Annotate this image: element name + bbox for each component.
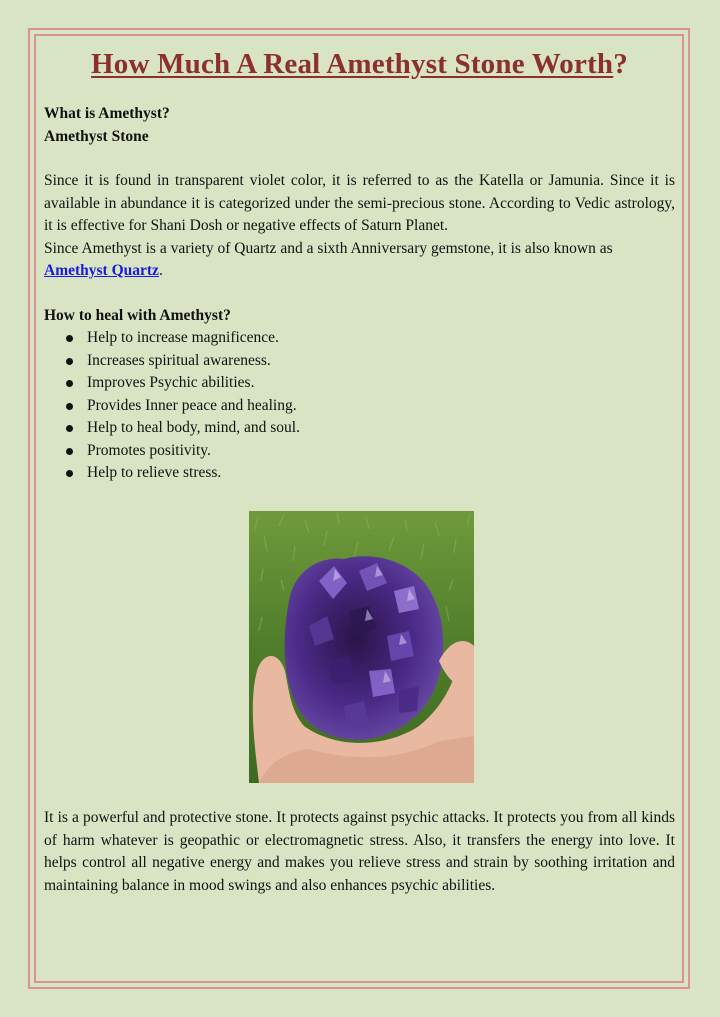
list-item: [66, 327, 675, 350]
list-item-text: Help to heal body, mind, and soul.: [87, 419, 300, 436]
heading-what-is: What is Amethyst?: [44, 105, 170, 122]
heading-amethyst-stone: Amethyst Stone: [44, 127, 149, 145]
bullet-icon: [66, 403, 73, 410]
list-item: [66, 417, 675, 440]
bullet-icon: [66, 470, 73, 477]
list-item-text: Improves Psychic abilities.: [87, 374, 255, 391]
bullet-icon: [66, 358, 73, 365]
healing-list: [44, 327, 675, 485]
quartz-paragraph: [44, 238, 675, 283]
amethyst-quartz-link[interactable]: Amethyst Quartz: [44, 262, 159, 279]
page-title-text: How Much A Real Amethyst Stone Worth: [91, 48, 614, 80]
heading-how-to-heal: How to heal with Amethyst?: [44, 306, 231, 324]
list-item: [66, 440, 675, 463]
list-item: [66, 462, 675, 485]
bullet-icon: [66, 448, 73, 455]
bullet-icon: [66, 335, 73, 342]
list-item: [66, 395, 675, 418]
closing-section: [44, 807, 675, 897]
closing-paragraph: It is a powerful and protective stone. It protects against psychic attacks. It protects you from all kinds of harm whatever is geopathic or electromagnetic stress. Also, it transfers the energy into love. It helps control all negative energy and makes you relieve stress and strain by soothing irritation and maintaining balance in mood swings and also enhances psychic abilities.: [44, 809, 675, 894]
list-item-text: Help to increase magnificence.: [87, 329, 279, 346]
page-title-suffix: ?: [613, 48, 628, 80]
list-item: [66, 372, 675, 395]
list-item: [66, 350, 675, 373]
list-item-text: Provides Inner peace and healing.: [87, 396, 297, 414]
bullet-icon: [66, 425, 73, 432]
list-item-text: Help to relieve stress.: [87, 464, 222, 481]
amethyst-photo: [249, 511, 474, 783]
quartz-paragraph-text: Since Amethyst is a variety of Quartz and a sixth Anniversary gemstone, it is also known as: [44, 239, 613, 257]
page-title: [44, 48, 675, 81]
document-content: [44, 40, 675, 485]
quartz-paragraph-end: .: [158, 262, 163, 279]
intro-paragraph: Since it is found in transparent violet color, it is referred to as the Katella or Jamunia. Since it is available in abundance it is categorized under the semi-precious stone. According to Vedic astrology, it is effective for Shani Dosh or negative effects of Saturn Planet.: [44, 172, 675, 234]
list-item-text: Increases spiritual awareness.: [87, 351, 271, 369]
list-item-text: Promotes positivity.: [87, 441, 211, 459]
bullet-icon: [66, 380, 73, 387]
